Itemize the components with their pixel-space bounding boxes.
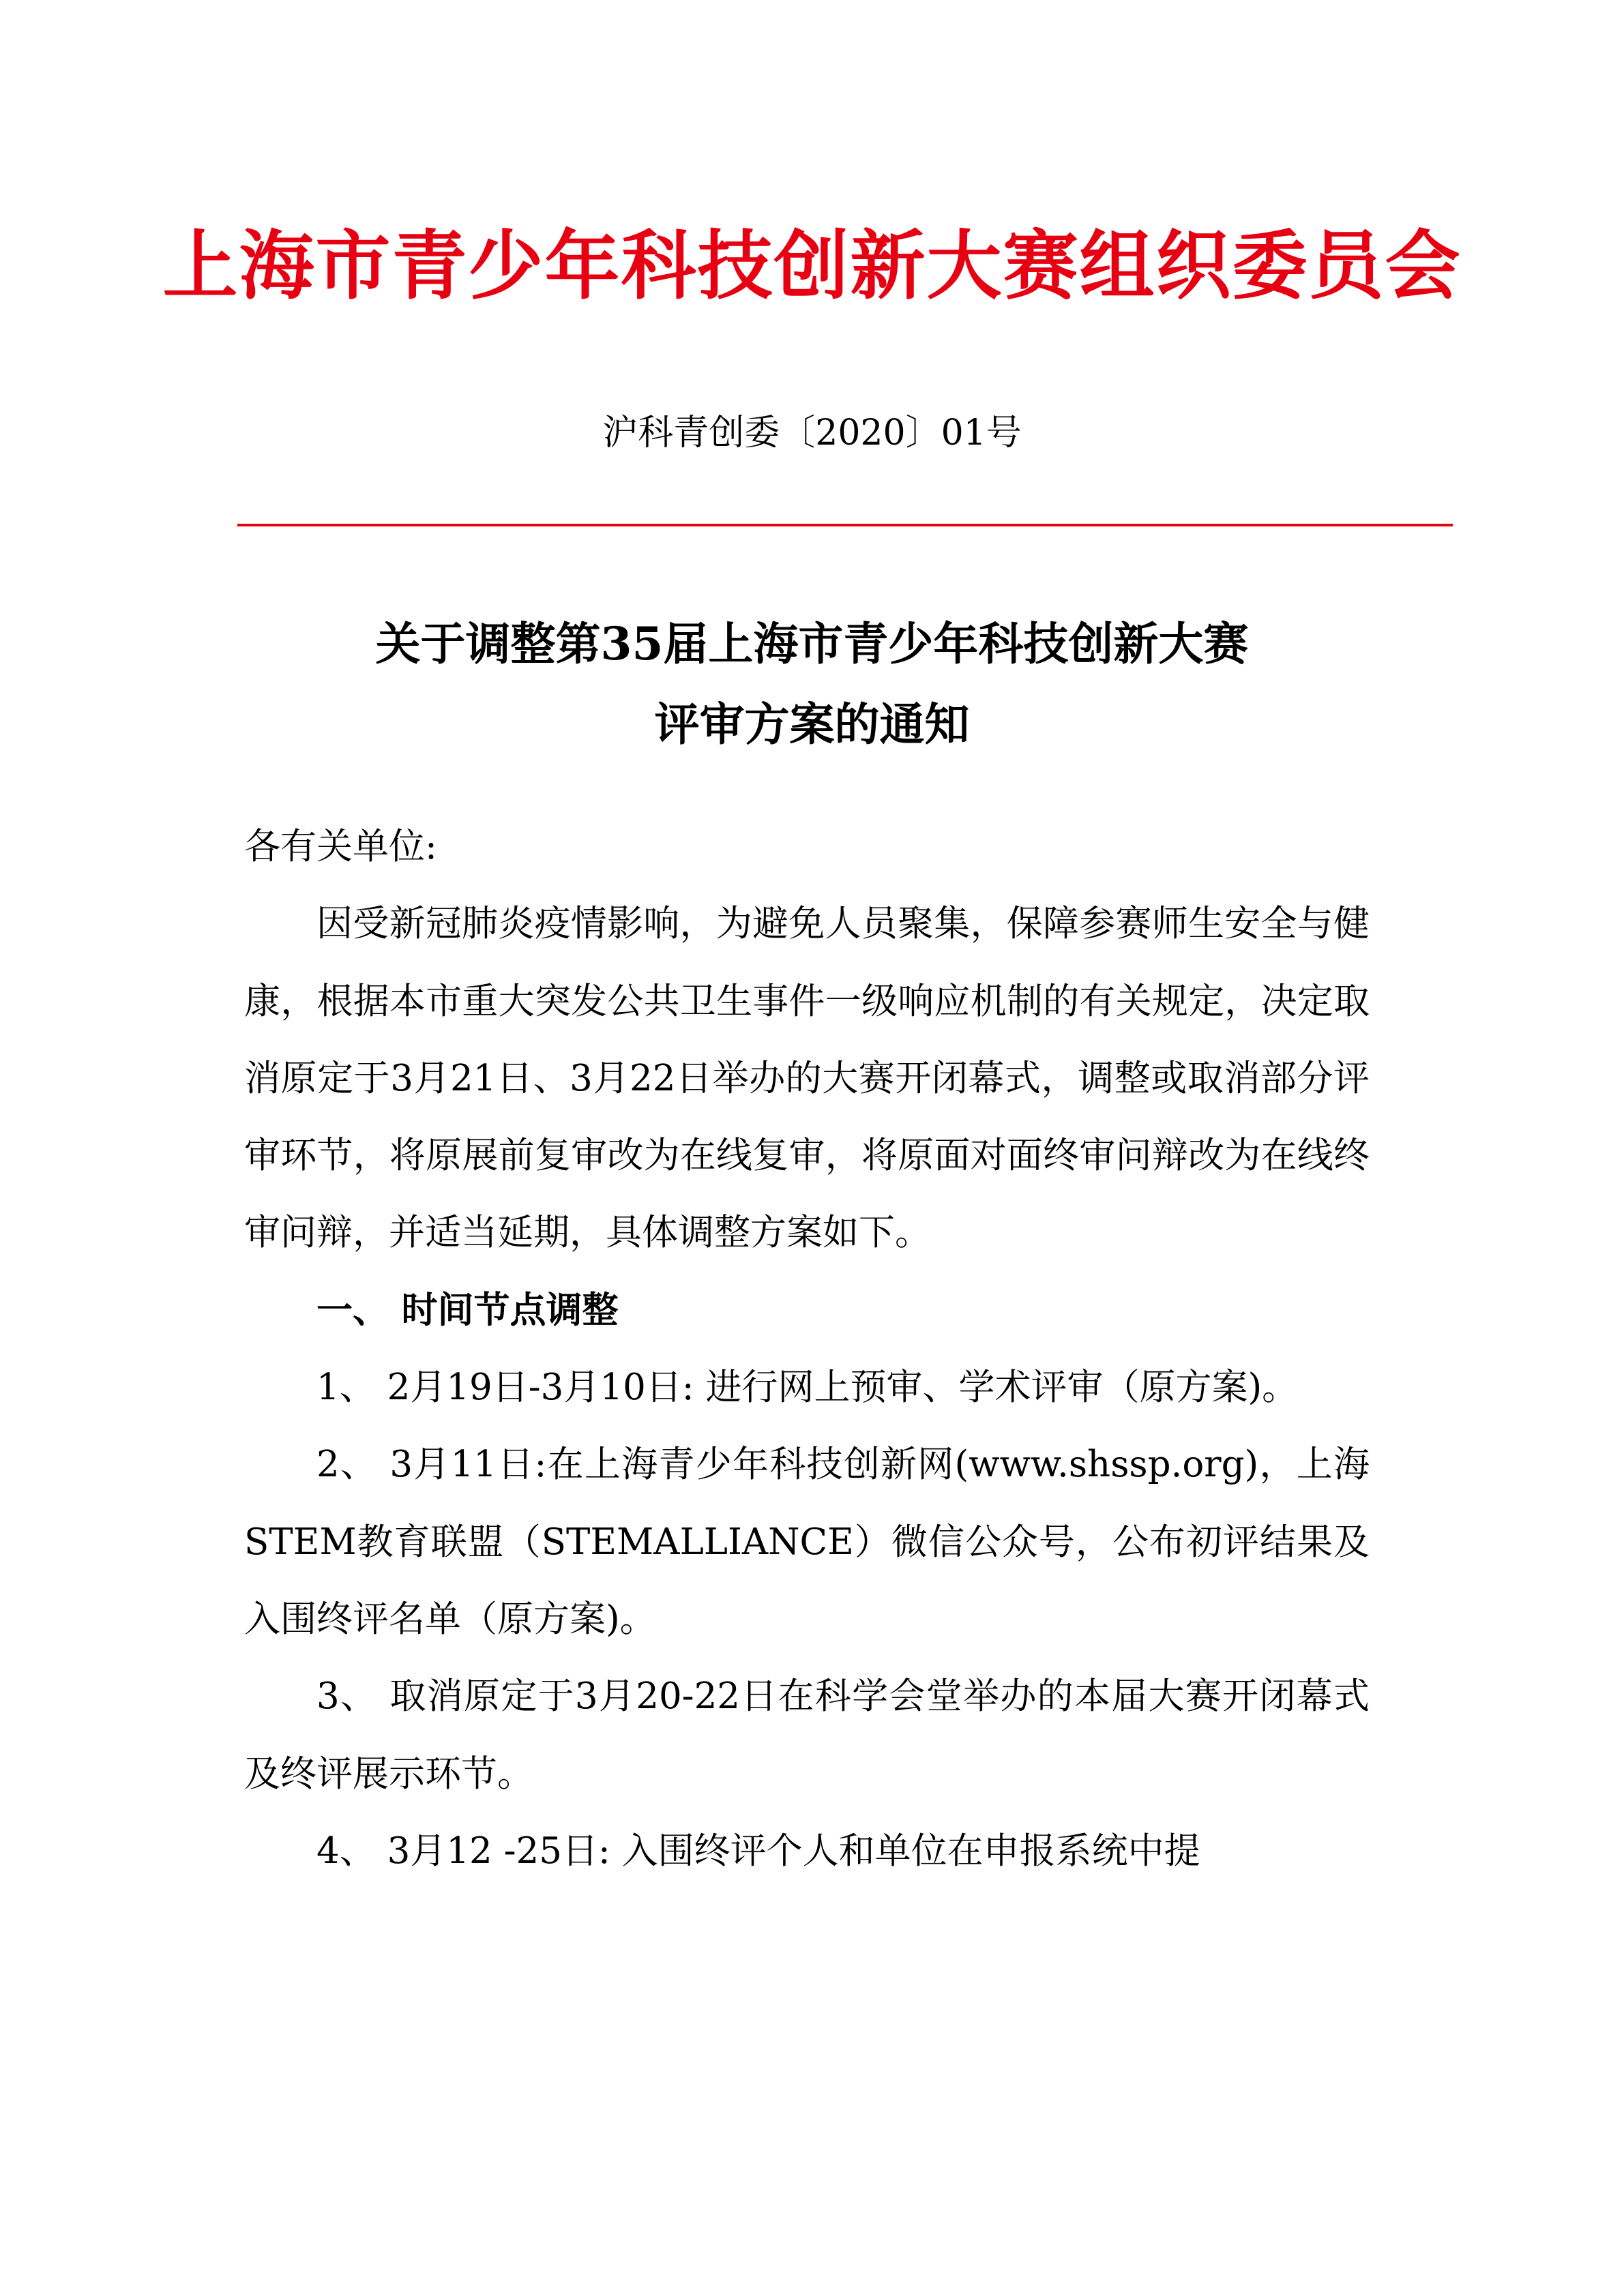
- document-body: [244, 808, 1370, 1890]
- intro-paragraph: 因受新冠肺炎疫情影响，为避免人员聚集，保障参赛师生安全与健康，根据本市重大突发公共卫生事件一级响应机制的有关规定，决定取消原定于3月21日、3月22日举办的大赛开闭幕式，调整或取消部分评审环节，将原展前复审改为在线复审，将原面对面终审问辩改为在线终审问辩，并适当延期，具体调整方案如下。: [244, 903, 1370, 1254]
- salutation: 各有关单位:: [244, 826, 437, 867]
- notice-title-line-2: 评审方案的通知: [654, 698, 970, 751]
- organization-header: 上海市青少年科技创新大赛组织委员会: [162, 222, 1462, 310]
- section-heading: 一、 时间节点调整: [316, 1289, 619, 1331]
- list-item: 1、 2月19日-3月10日: 进行网上预审、学术评审（原方案)。: [316, 1367, 1299, 1409]
- notice-title-line-1: 关于调整第35届上海市青少年科技创新大赛: [375, 617, 1249, 670]
- list-item: 4、 3月12 -25日: 入围终评个人和单位在申报系统中提: [316, 1830, 1200, 1872]
- document-number: 沪科青创委〔2020〕01号: [602, 413, 1022, 453]
- red-divider-line: [237, 524, 1453, 526]
- list-item: 2、 3月11日:在上海青少年科技创新网(www.shssp.org)，上海STEM教育联盟（STEMALLIANCE）微信公众号，公布初评结果及入围终评名单（原方案)。: [244, 1444, 1370, 1640]
- notice-title: [0, 603, 1624, 764]
- list-item: 3、 取消原定于3月20-22日在科学会堂举办的本届大赛开闭幕式及终评展示环节。: [244, 1675, 1370, 1795]
